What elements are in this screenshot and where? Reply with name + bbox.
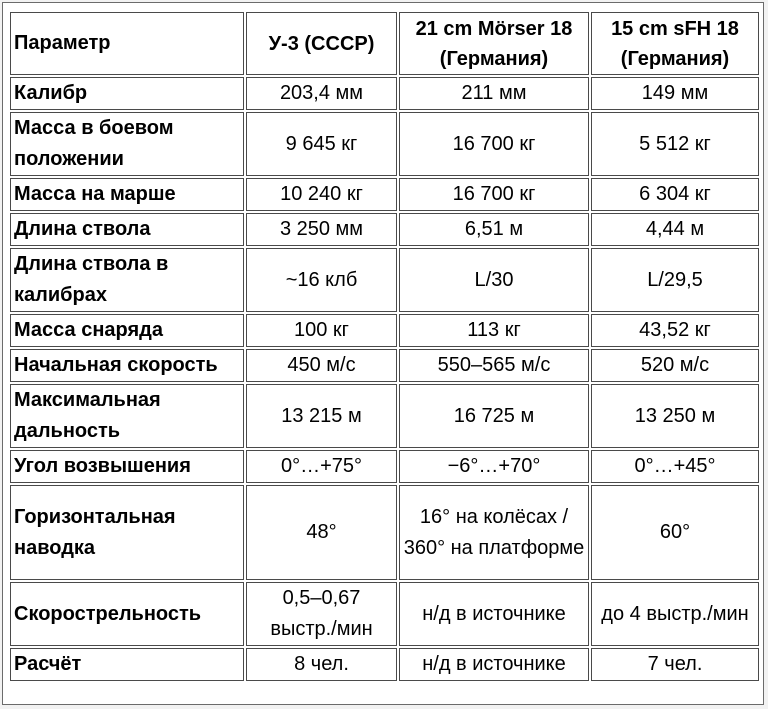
- header-cell-parameter: Параметр: [10, 12, 244, 75]
- row-parameter-label: Максимальная дальность: [10, 384, 244, 448]
- row-value-cell: −6°…+70°: [399, 450, 589, 483]
- row-value-cell: 0°…+45°: [591, 450, 759, 483]
- row-value-cell: 5 512 кг: [591, 112, 759, 176]
- row-value-cell: L/29,5: [591, 248, 759, 312]
- row-value-cell: 16 700 кг: [399, 112, 589, 176]
- row-value-cell: 9 645 кг: [246, 112, 397, 176]
- row-value-cell: 450 м/с: [246, 349, 397, 382]
- header-cell-u3: У-3 (СССР): [246, 12, 397, 75]
- header-cell-morser-18: 21 cm Mörser 18 (Германия): [399, 12, 589, 75]
- comparison-table-frame: [2, 2, 764, 705]
- row-value-cell: н/д в источнике: [399, 582, 589, 646]
- table-row: [10, 112, 759, 176]
- row-value-cell: 0°…+75°: [246, 450, 397, 483]
- table-row: [10, 485, 759, 580]
- row-parameter-label: Начальная скорость: [10, 349, 244, 382]
- row-value-cell: 48°: [246, 485, 397, 580]
- table-row: [10, 77, 759, 110]
- row-value-cell: 43,52 кг: [591, 314, 759, 347]
- table-row: [10, 178, 759, 211]
- table-row: [10, 248, 759, 312]
- table-row: [10, 314, 759, 347]
- row-value-cell: н/д в источнике: [399, 648, 589, 681]
- table-row: [10, 213, 759, 246]
- row-parameter-label: Масса на марше: [10, 178, 244, 211]
- row-parameter-label: Калибр: [10, 77, 244, 110]
- row-value-cell: 211 мм: [399, 77, 589, 110]
- row-value-cell: L/30: [399, 248, 589, 312]
- row-value-cell: до 4 выстр./мин: [591, 582, 759, 646]
- row-parameter-label: Длина ствола: [10, 213, 244, 246]
- row-value-cell: 13 250 м: [591, 384, 759, 448]
- row-value-cell: 6 304 кг: [591, 178, 759, 211]
- row-value-cell: 16 700 кг: [399, 178, 589, 211]
- row-parameter-label: Расчёт: [10, 648, 244, 681]
- row-value-cell: 16° на колёсах / 360° на платформе: [399, 485, 589, 580]
- row-value-cell: 8 чел.: [246, 648, 397, 681]
- row-parameter-label: Горизонтальная наводка: [10, 485, 244, 580]
- comparison-table: [8, 10, 761, 683]
- row-value-cell: 60°: [591, 485, 759, 580]
- row-value-cell: 13 215 м: [246, 384, 397, 448]
- row-parameter-label: Масса снаряда: [10, 314, 244, 347]
- row-parameter-label: Длина ствола в калибрах: [10, 248, 244, 312]
- row-value-cell: 550–565 м/с: [399, 349, 589, 382]
- row-value-cell: 3 250 мм: [246, 213, 397, 246]
- row-value-cell: 7 чел.: [591, 648, 759, 681]
- row-value-cell: 520 м/с: [591, 349, 759, 382]
- table-row: [10, 648, 759, 681]
- row-value-cell: 113 кг: [399, 314, 589, 347]
- table-row: [10, 384, 759, 448]
- row-value-cell: 100 кг: [246, 314, 397, 347]
- table-row: [10, 450, 759, 483]
- row-value-cell: 16 725 м: [399, 384, 589, 448]
- row-parameter-label: Масса в боевом положении: [10, 112, 244, 176]
- header-cell-sfh-18: 15 cm sFH 18 (Германия): [591, 12, 759, 75]
- row-value-cell: 0,5–0,67 выстр./мин: [246, 582, 397, 646]
- table-row: [10, 349, 759, 382]
- table-header-row: [10, 12, 759, 75]
- row-parameter-label: Угол возвышения: [10, 450, 244, 483]
- row-value-cell: 203,4 мм: [246, 77, 397, 110]
- row-value-cell: ~16 клб: [246, 248, 397, 312]
- row-parameter-label: Скорострельность: [10, 582, 244, 646]
- row-value-cell: 6,51 м: [399, 213, 589, 246]
- row-value-cell: 10 240 кг: [246, 178, 397, 211]
- row-value-cell: 149 мм: [591, 77, 759, 110]
- row-value-cell: 4,44 м: [591, 213, 759, 246]
- table-row: [10, 582, 759, 646]
